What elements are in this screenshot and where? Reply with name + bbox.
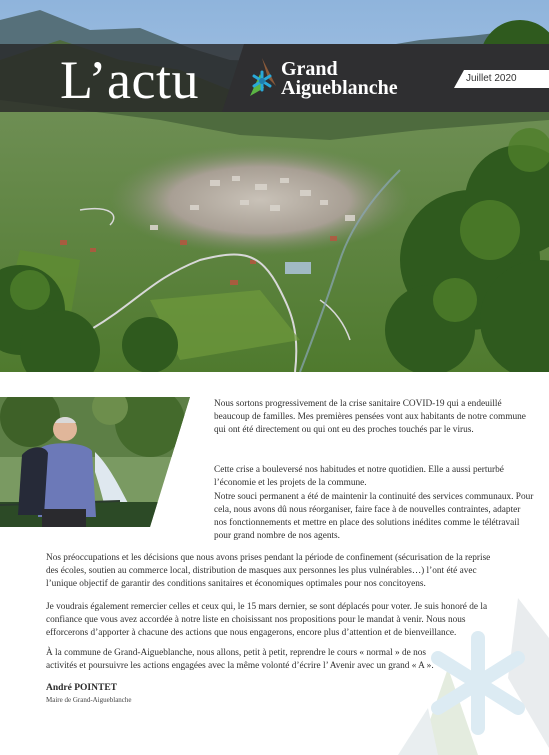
mayor-portrait-photo [0, 397, 190, 527]
editorial-paragraph-4: Nos préoccupations et les décisions que nous avons prises pendant la période de confinement (sécurisation de la reprise des écoles, soutien au commerce local, distribution de masques aux personnes les plus vulnérables…) l’ont été avec l’unique objectif de garantir des conditions sanitaires et économiques optimales pour nos concitoyens. [46, 553, 491, 590]
newsletter-title: L’actu [60, 50, 199, 110]
signature-role: Maire de Grand-Aigueblanche [46, 696, 132, 704]
editorial-paragraph-5: Je voudrais également remercier celles et ceux qui, le 15 mars dernier, se sont déplacés pour voter. Je suis honoré de la confiance que vous avez accordée à notre liste en choisissant nos propositions pour le mandat à venir. Nous nous efforcerons d’apporter à chacune des actions que nous engagerons, encore plus d’attention et de bienveillance. [46, 602, 488, 639]
editorial-paragraph-1: Nous sortons progressivement de la crise sanitaire COVID-19 qui a endeuillé beaucoup de familles. Mes premières pensées vont aux habitants de notre commune qui ont été directement ou qui ont eu des proches touchés par le virus. [214, 399, 526, 436]
mayor-portrait [0, 397, 190, 527]
edelweiss-watermark-icon [398, 598, 549, 755]
issue-date: Juillet 2020 [466, 73, 517, 84]
editorial-paragraph-6: À la commune de Grand-Aigueblanche, nous allons, petit à petit, reprendre le cours « normal » de nos activités et poursuivre les actions engagées avec la même volonté d’écrire l’ Avenir avec un grand « A ». [46, 648, 434, 672]
grand-aigueblanche-logo-icon [246, 56, 278, 104]
signature-name: André POINTET [46, 683, 117, 693]
editorial-paragraph-2: Cette crise a bouleversé nos habitudes et notre quotidien. Elle a aussi perturbé l’économie et les projets de la commune. [214, 465, 504, 489]
editorial-paragraph-3: Notre souci permanent a été de maintenir la continuité des services communaux. Pour cela, nous avons dû nous réorganiser, faire face à de nouvelles contraintes, adapter nos fonctionnements et mettre en place des solutions inédites comme le télétravail pour grand nombre de nos agents. [214, 492, 534, 542]
brand-name-line1: Grand [281, 58, 338, 80]
brand-name-line2: Aigueblanche [281, 77, 398, 99]
